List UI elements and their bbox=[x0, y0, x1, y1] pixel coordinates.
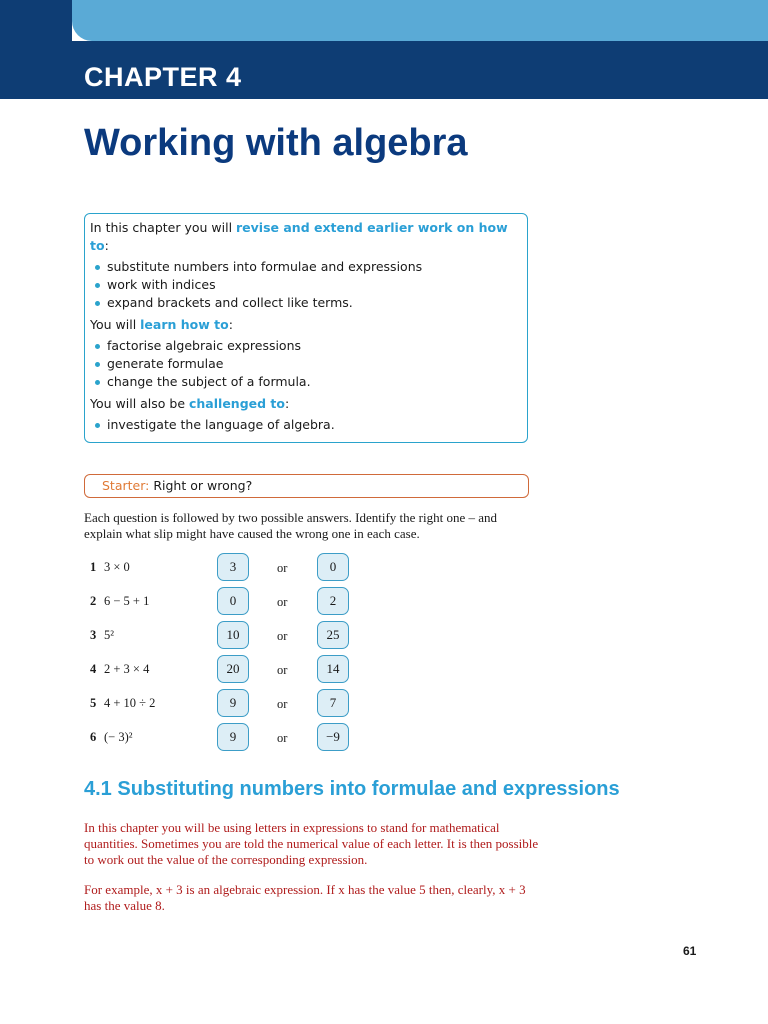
question-number: 3 bbox=[90, 628, 97, 642]
list-item: substitute numbers into formulae and expressions bbox=[90, 258, 521, 276]
learn-highlight: learn how to bbox=[140, 317, 229, 332]
list-item: investigate the language of algebra. bbox=[90, 416, 521, 434]
answer-option-b: 7 bbox=[317, 689, 349, 717]
answer-option-a: 10 bbox=[217, 621, 249, 649]
challenge-intro: You will also be challenged to: bbox=[90, 396, 290, 411]
answer-option-b: 25 bbox=[317, 621, 349, 649]
or-label: or bbox=[277, 731, 288, 745]
header-band-corner bbox=[0, 0, 72, 41]
question-row bbox=[90, 621, 370, 651]
answer-option-b: 2 bbox=[317, 587, 349, 615]
or-label: or bbox=[277, 697, 288, 711]
challenge-highlight: challenged to bbox=[189, 396, 285, 411]
question-expression: 3 × 0 bbox=[104, 560, 130, 574]
header-band-light bbox=[72, 0, 768, 41]
starter-label: Starter: bbox=[102, 478, 150, 493]
chapter-objectives-box bbox=[84, 213, 528, 443]
answer-option-a: 0 bbox=[217, 587, 249, 615]
starter-instructions: Each question is followed by two possible answers. Identify the right one – and explain what slip might have caused the wrong one in each case. bbox=[84, 510, 498, 541]
question-row bbox=[90, 689, 370, 719]
answer-option-b: −9 bbox=[317, 723, 349, 751]
question-number: 4 bbox=[90, 662, 97, 676]
or-label: or bbox=[277, 561, 288, 575]
or-label: or bbox=[277, 663, 288, 677]
or-label: or bbox=[277, 629, 288, 643]
section-paragraph-1: In this chapter you will be using letters in expressions to stand for mathematical quantities. Sometimes you are told the numerical value of each letter. It is then possible to work out the value of the corresponding expression. bbox=[84, 820, 539, 867]
answer-option-a: 9 bbox=[217, 689, 249, 717]
section-paragraph-2: For example, x + 3 is an algebraic expression. If x has the value 5 then, clearly, x + 3 has the value 8. bbox=[84, 882, 526, 913]
question-expression: (− 3)² bbox=[104, 730, 133, 744]
challenge-list bbox=[90, 416, 521, 434]
answer-option-b: 0 bbox=[317, 553, 349, 581]
chapter-label: CHAPTER 4 bbox=[84, 62, 242, 92]
answer-option-b: 14 bbox=[317, 655, 349, 683]
list-item: factorise algebraic expressions bbox=[90, 337, 521, 355]
question-expression: 5² bbox=[104, 628, 114, 642]
question-row bbox=[90, 723, 370, 753]
question-row bbox=[90, 553, 370, 583]
question-number: 5 bbox=[90, 696, 97, 710]
page-number: 61 bbox=[683, 944, 697, 958]
answer-option-a: 9 bbox=[217, 723, 249, 751]
revise-highlight: revise and extend earlier work on how to bbox=[90, 220, 508, 253]
question-number: 1 bbox=[90, 560, 97, 574]
answer-option-a: 20 bbox=[217, 655, 249, 683]
question-row bbox=[90, 655, 370, 685]
or-label: or bbox=[277, 595, 288, 609]
page-title: Working with algebra bbox=[84, 122, 468, 164]
section-heading: 4.1 Substituting numbers into formulae and expressions bbox=[84, 778, 620, 800]
revise-intro: In this chapter you will revise and extend earlier work on how to: bbox=[90, 220, 508, 253]
question-expression: 2 + 3 × 4 bbox=[104, 662, 150, 676]
list-item: expand brackets and collect like terms. bbox=[90, 294, 521, 312]
answer-option-a: 3 bbox=[217, 553, 249, 581]
question-expression: 4 + 10 ÷ 2 bbox=[104, 696, 156, 710]
question-expression: 6 − 5 + 1 bbox=[104, 594, 150, 608]
learn-list bbox=[90, 337, 521, 391]
starter-box bbox=[84, 474, 529, 498]
list-item: change the subject of a formula. bbox=[90, 373, 521, 391]
starter-title: Right or wrong? bbox=[153, 478, 253, 493]
learn-intro: You will learn how to: bbox=[90, 317, 233, 332]
question-number: 6 bbox=[90, 730, 97, 744]
list-item: work with indices bbox=[90, 276, 521, 294]
question-number: 2 bbox=[90, 594, 97, 608]
list-item: generate formulae bbox=[90, 355, 521, 373]
question-row bbox=[90, 587, 370, 617]
revise-list bbox=[90, 258, 521, 312]
